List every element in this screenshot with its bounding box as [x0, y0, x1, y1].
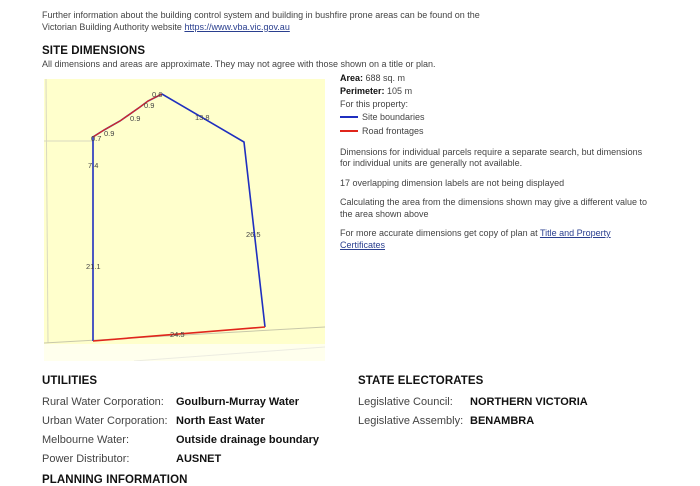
legend-road-frontages: [340, 124, 650, 138]
electorate-row: [358, 392, 658, 411]
note-plan: [340, 228, 650, 251]
title-certificates-link[interactable]: Title and Property Certificates: [340, 228, 611, 250]
road-frontage-swatch: [340, 130, 358, 132]
planning-information-title: PLANNING INFORMATION: [42, 474, 188, 486]
utility-row: [42, 392, 342, 411]
utility-value: Outside drainage boundary: [176, 433, 320, 446]
intro-text: Further information about the building control system and building in bushfire prone areas can be found on the Victorian Building Authority website: [42, 10, 480, 32]
site-dimensions-title: SITE DIMENSIONS: [42, 45, 146, 57]
electorates-title: STATE ELECTORATES: [358, 375, 484, 387]
utility-row: [42, 430, 342, 449]
dim-label-0: 0.6: [152, 90, 163, 99]
note-calculating-area: Calculating the area from the dimensions shown may give a different value to the area shown above: [340, 197, 648, 219]
site-dimensions-map: [44, 79, 325, 361]
site-notes: [340, 147, 650, 252]
utility-row: [42, 411, 342, 430]
dim-label-8: 21.1: [86, 262, 101, 271]
dim-label-6: 7.4: [88, 161, 99, 170]
intro-paragraph: [42, 10, 482, 33]
electorate-value: BENAMBRA: [470, 414, 535, 427]
dim-label-7: 26.5: [246, 230, 261, 239]
dim-label-5: 0.7: [91, 134, 102, 143]
utilities-title: UTILITIES: [42, 375, 98, 387]
area-value: 688 sq. m: [365, 73, 406, 83]
property-label: For this property:: [340, 99, 409, 109]
legend-road-label: Road frontages: [362, 125, 424, 136]
site-info-panel: [340, 72, 650, 259]
site-dimensions-note: All dimensions and areas are approximate. They may not agree with those shown on a title or plan.: [42, 59, 436, 69]
electorate-label: Legislative Assembly:: [358, 414, 464, 427]
utility-value: AUSNET: [176, 452, 222, 465]
area-label: Area:: [340, 73, 364, 83]
utility-label: Power Distributor:: [42, 452, 130, 465]
perimeter-label: Perimeter:: [340, 85, 385, 96]
electorates-section: [358, 375, 658, 430]
utility-label: Urban Water Corporation:: [42, 414, 168, 427]
utility-value: Goulburn-Murray Water: [176, 395, 300, 408]
vba-link[interactable]: https://www.vba.vic.gov.au: [184, 21, 290, 32]
site-boundary-swatch: [340, 116, 358, 118]
plan-note-text: For more accurate dimensions get copy of plan at: [340, 228, 538, 238]
utility-label: Melbourne Water:: [42, 433, 130, 446]
perimeter-line: [340, 85, 650, 98]
map-background: [44, 79, 325, 361]
dim-label-2: 0.9: [144, 101, 155, 110]
note-overlapping-labels: 17 overlapping dimension labels are not being displayed: [340, 177, 565, 188]
dim-label-9: 24.5: [170, 330, 185, 339]
area-line: [340, 72, 650, 85]
note-individual-parcels: Dimensions for individual parcels require a separate search, but dimensions for individual units are generally not available.: [340, 146, 643, 168]
dim-label-4: 0.9: [104, 129, 115, 138]
legend-site-label: Site boundaries: [362, 112, 425, 123]
utilities-section: [42, 375, 342, 468]
road-strip: [44, 344, 325, 361]
legend-site-boundaries: [340, 111, 650, 125]
utility-value: North East Water: [176, 414, 265, 427]
electorate-label: Legislative Council:: [358, 395, 453, 408]
utility-label: Rural Water Corporation:: [42, 395, 164, 408]
electorate-value: NORTHERN VICTORIA: [470, 395, 588, 408]
dim-label-3: 0.9: [130, 114, 141, 123]
dim-label-1: 13.8: [195, 113, 210, 122]
utility-row: [42, 449, 342, 468]
electorate-row: [358, 411, 658, 430]
perimeter-value: 105 m: [387, 85, 413, 96]
